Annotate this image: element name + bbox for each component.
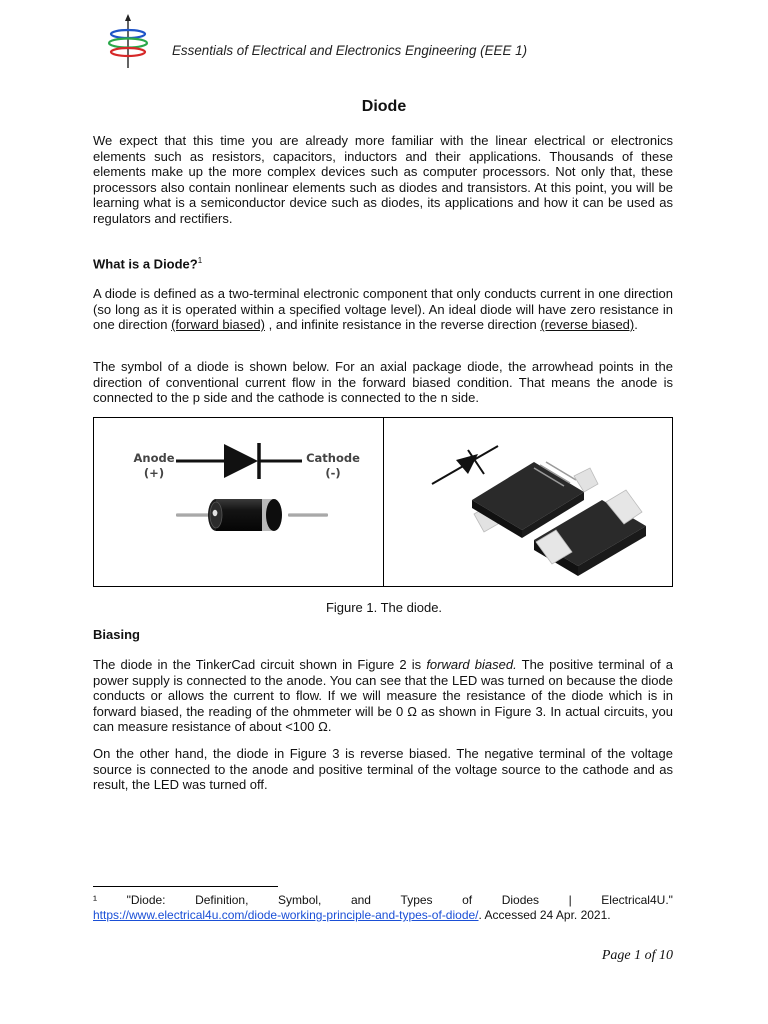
axial-diode-icon [176, 499, 328, 531]
diode-symbol-paragraph: The symbol of a diode is shown below. For an axial package diode, the arrowhead points in the direction of conventional current flow in the forward biased condition. That means the anode is connected to the p side and the cathode is connected to the n side. [93, 359, 673, 406]
figure-table [93, 417, 673, 587]
section-heading-what-is-diode: What is a Diode?$^1$ [93, 256, 203, 272]
footnote: ¹ "Diode: Definition, Symbol, and Types of Diodes | Electrical4U." https://www.electrical4u.com/diode-working-principle-and-types-of-diode/. Accessed 24 Apr. 2021. [93, 893, 673, 922]
header-title: Essentials of Electrical and Electronics Engineering (EEE 1) [172, 43, 528, 58]
anode-sign: (+) [143, 466, 165, 480]
eee-logo-icon [104, 14, 156, 70]
figure-cell-smd [384, 418, 673, 586]
intro-paragraph: We expect that this time you are already more familiar with the linear electrical or electronics elements such as resistors, capacitors, inductors and their applications. Thousands of these elements make up the more complex devices such as computer processors. Not only that, these processors also contain nonlinear elements such as diodes and transistors. At this point, you will be learning what is a semiconductor device such as diodes, its applications and how it can be used as regulators and rectifiers. [93, 133, 673, 226]
footnote-ref: 1 [197, 256, 203, 265]
cathode-sign: (-) [325, 466, 341, 480]
forward-biased-term: (forward biased) [171, 317, 265, 333]
figure-caption: Figure 1. The diode. [325, 600, 443, 615]
section-heading-biasing: Biasing [93, 627, 140, 642]
smd-diode-illustration [384, 418, 672, 585]
diode-symbol-illustration [94, 418, 382, 585]
page-title: Diode [361, 98, 407, 115]
reverse-biased-term: (reverse biased) [540, 317, 635, 333]
footnote-link[interactable]: https://www.electrical4u.com/diode-working-principle-and-types-of-diode/ [93, 908, 479, 922]
diode-definition-paragraph: A diode is defined as a two-terminal electronic component that only conducts current in one direction (so long as it is operated within a specified voltage level). An ideal diode will have zero resistance in one direction (forward biased) , and infinite resistance in the reverse direction (reverse biased). [93, 286, 673, 333]
biasing-paragraph-2: On the other hand, the diode in Figure 3 is reverse biased. The negative terminal of the voltage source is connected to the anode and positive terminal of the voltage source to the cathode and as result, the LED was turned off. [93, 746, 673, 793]
diode-arrow-icon [224, 444, 258, 478]
biasing-paragraph-1: The diode in the TinkerCad circuit shown in Figure 2 is forward biased. The positive terminal of a power supply is connected to the anode. You can see that the LED was turned on because the diode conducts or allows the current to flow. If we will measure the resistance of the diode which is in forward biased, the reading of the ohmmeter will be 0 Ω as shown in Figure 3. In actual circuits, you can measure resistance of about <100 Ω. [93, 657, 673, 735]
anode-label: Anode [133, 451, 175, 465]
cathode-label: Cathode [306, 451, 360, 465]
page-number: Page 1 of 10 [601, 948, 673, 963]
forward-biased-emphasis: forward biased. [426, 657, 517, 672]
footnote-divider [93, 886, 278, 887]
figure-cell-symbol [94, 418, 384, 586]
diode-symbol-icon [432, 446, 498, 484]
